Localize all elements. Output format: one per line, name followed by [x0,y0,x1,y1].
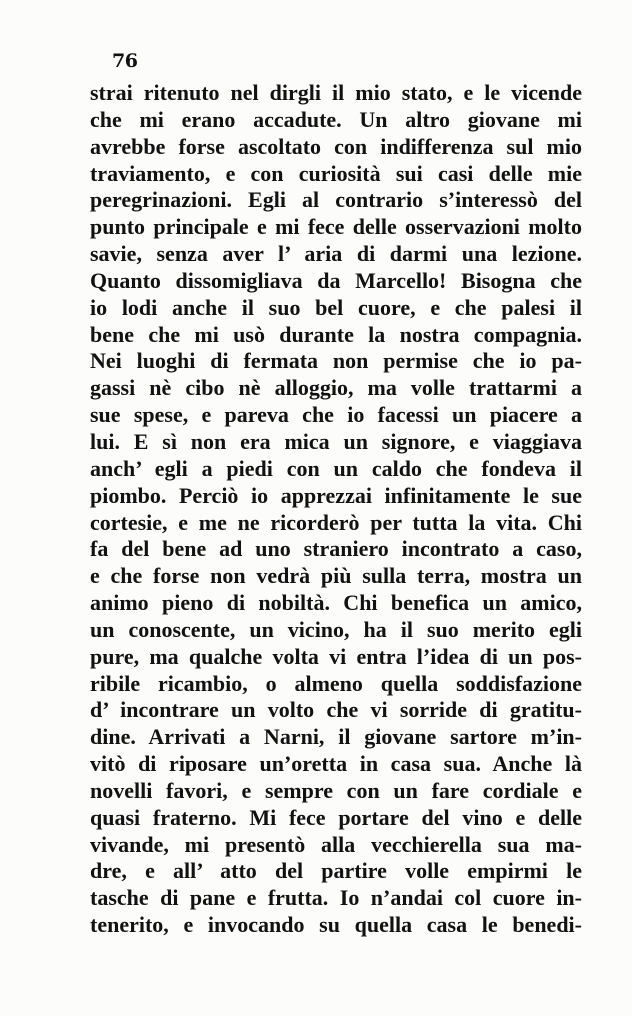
text-line: pure, ma qualche volta vi entra l’idea di un pos- [90,643,582,669]
text-line: novelli favori, e sempre con un fare cordiale e [90,777,582,803]
text-line: quasi fraterno. Mi fece portare del vino e delle [90,804,582,830]
text-line: fa del bene ad uno straniero incontrato a caso, [90,536,582,562]
body-text [90,80,582,939]
text-line: animo pieno di nobiltà. Chi benefica un amico, [90,590,582,616]
text-line: Nei luoghi di fermata non permise che io pa- [90,348,582,374]
text-line: lui. E sì non era mica un signore, e viaggiava [90,428,582,454]
text-line: avrebbe forse ascoltato con indifferenza sul mio [90,133,582,159]
page-number: 76 [112,50,138,72]
text-line: gassi nè cibo nè alloggio, ma volle trattarmi a [90,375,582,401]
text-line: savie, senza aver l’ aria di darmi una lezione. [90,241,582,267]
text-line: ribile ricambio, o almeno quella soddisfazione [90,670,582,696]
text-line: Quanto dissomigliava da Marcello! Bisogna che [90,267,582,293]
text-line: strai ritenuto nel dirgli il mio stato, e le vicende [90,80,582,105]
text-line: che mi erano accadute. Un altro giovane mi [90,106,582,132]
text-line: vivande, mi presentò alla vecchierella sua ma- [90,831,582,857]
text-line: traviamento, e con curiosità sui casi delle mie [90,160,582,186]
text-line: cortesie, e me ne ricorderò per tutta la vita. Chi [90,509,582,535]
text-line: sue spese, e pareva che io facessi un piacere a [90,402,582,428]
text-line: dine. Arrivati a Narni, il giovane sartore m’in- [90,724,582,750]
text-line: tenerito, e invocando su quella casa le benedi- [90,912,582,938]
text-line: tasche di pane e frutta. Io n’andai col cuore in- [90,885,582,911]
text-line: dre, e all’ atto del partire volle empirmi le [90,858,582,884]
text-line: piombo. Perciò io apprezzai infinitamente le sue [90,482,582,508]
text-line: e che forse non vedrà più sulla terra, mostra un [90,563,582,589]
text-line: io lodi anche il suo bel cuore, e che palesi il [90,294,582,320]
text-line: un conoscente, un vicino, ha il suo merito egli [90,616,582,642]
text-line: punto principale e mi fece delle osservazioni molto [90,214,582,240]
text-line: anch’ egli a piedi con un caldo che fondeva il [90,455,582,481]
text-line: vitò di riposare un’oretta in casa sua. Anche là [90,751,582,777]
text-line: d’ incontrare un volto che vi sorride di gratitu- [90,697,582,723]
text-line: peregrinazioni. Egli al contrario s’interessò del [90,187,582,213]
text-line: bene che mi usò durante la nostra compagnia. [90,321,582,347]
